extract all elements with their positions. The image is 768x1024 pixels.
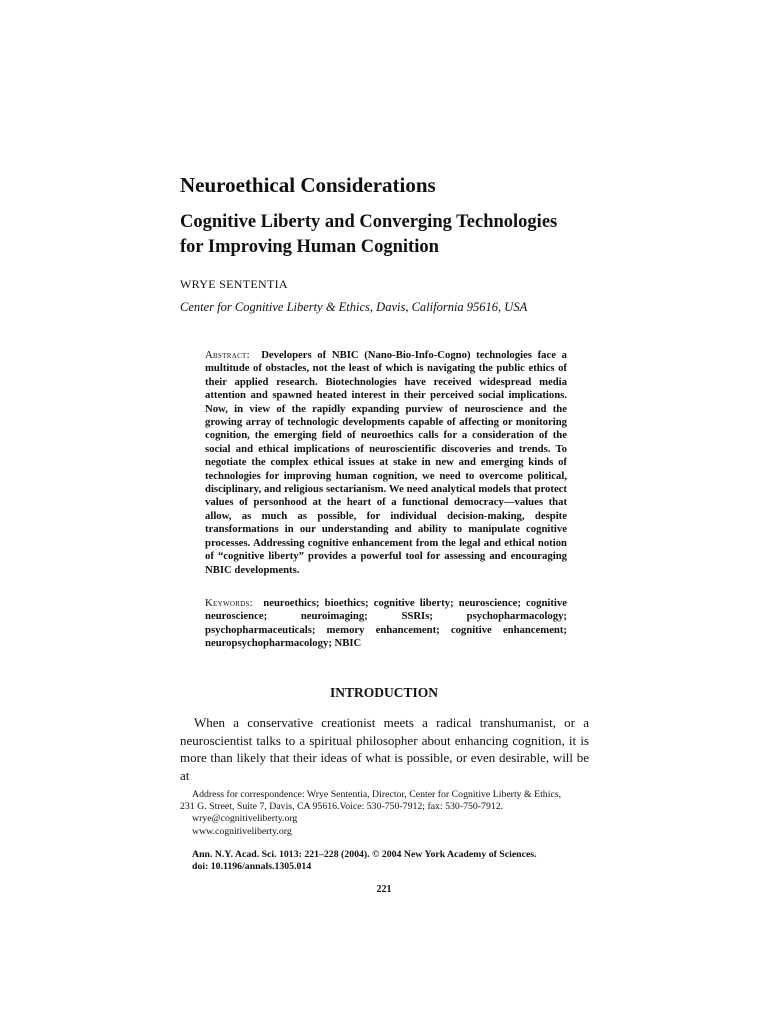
correspondence-address-line: Address for correspondence: Wrye Sententia, Director, Center for Cognitive Liberty & Ethics, [192, 789, 562, 800]
citation-journal: Ann. N.Y. Acad. Sci. 1013: 221–228 (2004). © 2004 New York Academy of Sciences. [192, 849, 537, 860]
paper-title: Neuroethical Considerations [180, 173, 436, 197]
keywords [205, 597, 567, 651]
abstract-label: Abstract: [205, 349, 250, 361]
author-affiliation: Center for Cognitive Liberty & Ethics, Davis, California 95616, USA [180, 300, 528, 314]
keywords-label: Keywords: [205, 597, 253, 609]
keywords-text: neuroethics; bioethics; cognitive liberty; neuroscience; cognitive neuroscience; neuroimaging; SSRIs; psychopharmacology; psychopharmaceuticals; memory enhancement; cognitive enhancement; neuropsychopharmacology; NBIC [205, 597, 567, 650]
subtitle-line: Cognitive Liberty and Converging Technologies [180, 212, 558, 232]
correspondence-email: wrye@cognitiveliberty.org [192, 813, 298, 825]
correspondence-website: www.cognitiveliberty.org [192, 825, 292, 837]
citation-block [192, 849, 537, 874]
abstract [205, 349, 567, 577]
section-heading-introduction: INTRODUCTION [329, 685, 438, 700]
correspondence-footnote [180, 789, 592, 838]
correspondence-address-line: 231 G. Street, Suite 7, Davis, CA 95616.Voice: 530-750-7912; fax: 530-750-7912. [180, 801, 504, 813]
subtitle-line: for Improving Human Cognition [180, 237, 439, 257]
introduction-paragraph: When a conservative creationist meets a radical transhumanist, or a neuroscientist talks to a spiritual philosopher about enhancing cognition, it is more than likely that their ideas of what is possible, or even desirable, will be at [180, 715, 589, 783]
citation-doi: doi: 10.1196/annals.1305.014 [192, 861, 312, 873]
page-number: 221 [376, 884, 392, 895]
author-name: WRYE SENTENTIA [180, 277, 288, 291]
abstract-text: Developers of NBIC (Nano-Bio-Info-Cogno) technologies face a multitude of obstacles, not the least of which is navigating the public ethics of their applied research. Biotechnologies have received widespread media attention and spawned heated interest in their perceived social implications. Now, in view of the rapidly expanding purview of neuroscience and the growing array of technologic developments capable of affecting or monitoring cognition, the emerging field of neuroethics calls for a consideration of the social and ethical implications of neuroscientific discoveries and trends. To negotiate the complex ethical issues at stake in new and emerging kinds of technologies for improving human cognition, we need to overcome political, disciplinary, and religious sectarianism. We need analytical models that protect values of personhood at the heart of a functional democracy—values that allow, as much as possible, for individual decision-making, despite transformations in our understanding and ability to manipulate cognitive processes. Addressing cognitive enhancement from the legal and ethical notion of “cognitive liberty” provides a powerful tool for assessing and encouraging NBIC developments. [205, 349, 567, 576]
paper-subtitle [180, 210, 557, 260]
